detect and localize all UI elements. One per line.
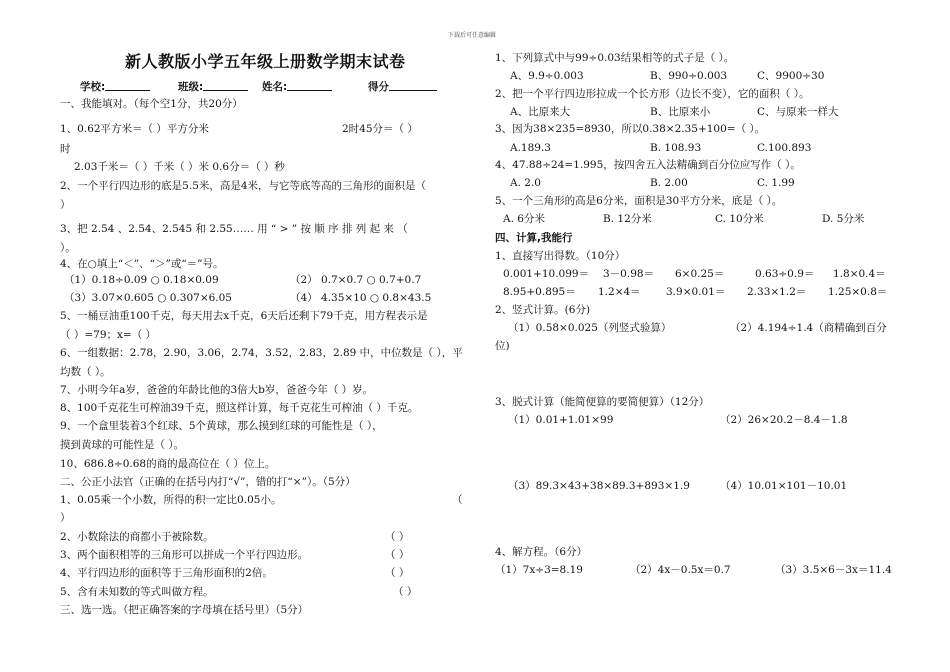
choice-4: 4、47.88÷24=1.995，按四舍五入法精确到百分位应写作（ ）。	[495, 159, 801, 171]
question-1d: 2.03千米＝（ ）千米（ ）米 0.6分＝（ ）秒	[74, 161, 285, 173]
question-4: 4、在○填上“＜”、“＞”或“＝”号。	[60, 258, 224, 270]
score-blank[interactable]	[389, 80, 437, 91]
choice-5-option-b[interactable]: B. 12分米	[603, 213, 652, 225]
name-label: 姓名:	[262, 81, 288, 93]
judge-3: 3、两个面积相等的三角形可以拼成一个平行四边形。	[60, 549, 309, 561]
choice-3-option-b[interactable]: B. 108.93	[650, 142, 702, 154]
question-9b: 摸到黄球的可能性是（ ）。	[60, 439, 185, 451]
question-8: 8、100千克花生可榨油39千克，照这样计算，每千克花生可榨油（ ）千克。	[60, 402, 419, 414]
equation-1: （1）7x÷3=8.19	[495, 564, 583, 576]
choice-2: 2、把一个平行四边形拉成一个长方形（边长不变），它的面积（ ）。	[495, 88, 810, 100]
equation-2: （2）4x－0.5x＝0.7	[630, 564, 731, 576]
question-1a: 1、0.62平方米＝（ ）平方分米	[60, 123, 209, 135]
judge-1: 1、0.05乘一个小数，所得的积一定比0.05小。	[60, 494, 282, 506]
mental-10: 1.25×0.8＝	[828, 286, 888, 298]
stepwise-3: （3）89.3×43+38×89.3+893×1.9	[508, 480, 690, 492]
choice-2-option-b[interactable]: B、比原来小	[650, 106, 711, 118]
header-note: 下载后可任意编辑	[448, 32, 497, 39]
choice-3-option-c[interactable]: C.100.893	[757, 142, 812, 154]
mental-9: 2.33×1.2＝	[747, 286, 807, 298]
question-1c: 时	[60, 143, 71, 155]
stepwise-1: （1）0.01+1.01×99	[508, 414, 614, 426]
choice-3: 3、因为38×235=8930，所以0.38×2.35+100=（ ）。	[495, 123, 766, 135]
school-label: 学校:	[80, 81, 106, 93]
judge-5: 5、含有未知数的等式叫做方程。	[60, 586, 214, 598]
question-1b: 2时45分＝（ ）	[342, 123, 418, 135]
choice-4-option-c[interactable]: C. 1.99	[757, 177, 795, 189]
question-3a: 3、把 2.54 、2.54、2.545 和 2.55…… 用 “ > ” 按 顺 序 排 列 起 来 （	[60, 223, 408, 235]
judge-2-answer[interactable]: （ ）	[385, 531, 410, 543]
compare-2: （2） 0.7×0.7 ○ 0.7+0.7	[290, 274, 422, 286]
choice-5-option-d[interactable]: D. 5分米	[822, 213, 865, 225]
section-2-heading: 二、公正小法官（正确的在括号内打“√”，错的打“×”）。（5分）	[60, 476, 356, 488]
school-blank[interactable]	[105, 80, 150, 91]
judge-4-answer[interactable]: （ ）	[385, 567, 410, 579]
mental-4: 0.63÷0.9＝	[755, 268, 815, 280]
choice-4-option-a[interactable]: A. 2.0	[510, 177, 541, 189]
choice-3-option-a[interactable]: A.189.3	[510, 142, 551, 154]
mental-1: 0.001+10.099＝	[503, 268, 590, 280]
choice-5-option-c[interactable]: C. 10分米	[715, 213, 764, 225]
compare-4: （4） 4.35×10 ○ 0.8×43.5	[290, 292, 432, 304]
choice-2-option-a[interactable]: A、比原来大	[510, 106, 571, 118]
score-label: 得分	[368, 81, 389, 93]
choice-1: 1、下列算式中与99÷0.03结果相等的式子是（ ）。	[495, 52, 735, 64]
vertical-calc-2-cont: 位)	[495, 340, 510, 352]
calc-1-heading: 1、直接写出得数。（10分）	[495, 250, 626, 262]
judge-5-answer[interactable]: （ ）	[393, 586, 418, 598]
compare-1: （1）0.18÷0.09 ○ 0.18×0.09	[64, 274, 219, 286]
choice-4-option-b[interactable]: B. 2.00	[650, 177, 688, 189]
question-2a: 2、一个平行四边形的底是5.5米，高是4米，与它等底等高的三角形的面积是（	[60, 180, 427, 192]
name-blank[interactable]	[287, 80, 332, 91]
section-3-heading: 三、选一选。（把正确答案的字母填在括号里）（5分）	[60, 604, 309, 616]
stepwise-2: （2）26×20.2－8.4－1.8	[720, 414, 848, 426]
class-blank[interactable]	[203, 80, 248, 91]
question-6b: 均数（ ）。	[60, 366, 111, 378]
calc-2-heading: 2、竖式计算。(6分)	[495, 304, 591, 316]
judge-2: 2、小数除法的商都小于被除数。	[60, 531, 214, 543]
page-title: 新人教版小学五年级上册数学期末试卷	[125, 52, 406, 71]
vertical-calc-2: （2）4.194÷1.4（商精确到百分	[730, 322, 887, 334]
mental-8: 3.9×0.01＝	[666, 286, 726, 298]
school-field	[80, 80, 150, 94]
choice-1-option-c[interactable]: C、9900÷30	[757, 70, 825, 82]
question-10: 10、686.8÷0.68的商的最高位在（ ）位上。	[60, 458, 276, 470]
question-5b: （ ）=79；x=（ ）	[60, 329, 157, 341]
judge-1-paren-open: （	[452, 494, 463, 506]
section-4-heading: 四、计算,我能行	[495, 232, 573, 244]
judge-4: 4、平行四边形的面积等于三角形面积的2倍。	[60, 567, 273, 579]
question-3b: ）。	[60, 242, 76, 254]
mental-7: 1.2×4＝	[598, 286, 641, 298]
choice-1-option-a[interactable]: A、9.9÷0.003	[510, 70, 584, 82]
question-9a: 9、一个盒里装着3个红球、5个黄球，那么摸到红球的可能性是（ ），	[60, 420, 383, 432]
section-1-heading: 一、我能填对。（每个空1分，共20分）	[60, 98, 243, 110]
name-field	[262, 80, 332, 94]
judge-1-paren-close: ）	[60, 512, 71, 524]
question-6a: 6、一组数据：2.78，2.90，3.06，2.74，3.52，2.83，2.89 中，中位数是（ ），平	[60, 347, 463, 359]
class-field	[178, 80, 248, 94]
question-5a: 5、一桶豆油重100千克，每天用去x千克，6天后还剩下79千克，用方程表示是	[60, 310, 428, 322]
choice-2-option-c[interactable]: C、与原来一样大	[757, 106, 839, 118]
compare-3: （3）3.07×0.605 ○ 0.307×6.05	[64, 292, 232, 304]
score-field	[368, 80, 437, 94]
choice-5-option-a[interactable]: A. 6分米	[503, 213, 545, 225]
mental-6: 8.95+0.895＝	[503, 286, 576, 298]
choice-1-option-b[interactable]: B、990÷0.003	[650, 70, 728, 82]
mental-2: 3－0.98＝	[603, 268, 655, 280]
stepwise-4: （4）10.01×101－10.01	[720, 480, 848, 492]
equation-3: （3）3.5×6－3x＝11.4	[775, 564, 892, 576]
mental-3: 6×0.25＝	[675, 268, 725, 280]
class-label: 班级:	[178, 81, 204, 93]
choice-5: 5、一个三角形的高是6分米，面积是30平方分米，底是（ ）。	[495, 195, 783, 207]
question-7: 7、小明今年a岁，爸爸的年龄比他的3倍大b岁，爸爸今年（ ）岁。	[60, 384, 374, 396]
calc-4-heading: 4、解方程。（6分）	[495, 546, 588, 558]
vertical-calc-1: （1）0.58×0.025（列竖式验算）	[508, 322, 672, 334]
judge-3-answer[interactable]: （ ）	[385, 549, 410, 561]
mental-5: 1.8×0.4＝	[833, 268, 886, 280]
question-2b: ）	[60, 199, 71, 211]
calc-3-heading: 3、脱式计算（能简便算的要简便算）（12分）	[495, 396, 710, 408]
